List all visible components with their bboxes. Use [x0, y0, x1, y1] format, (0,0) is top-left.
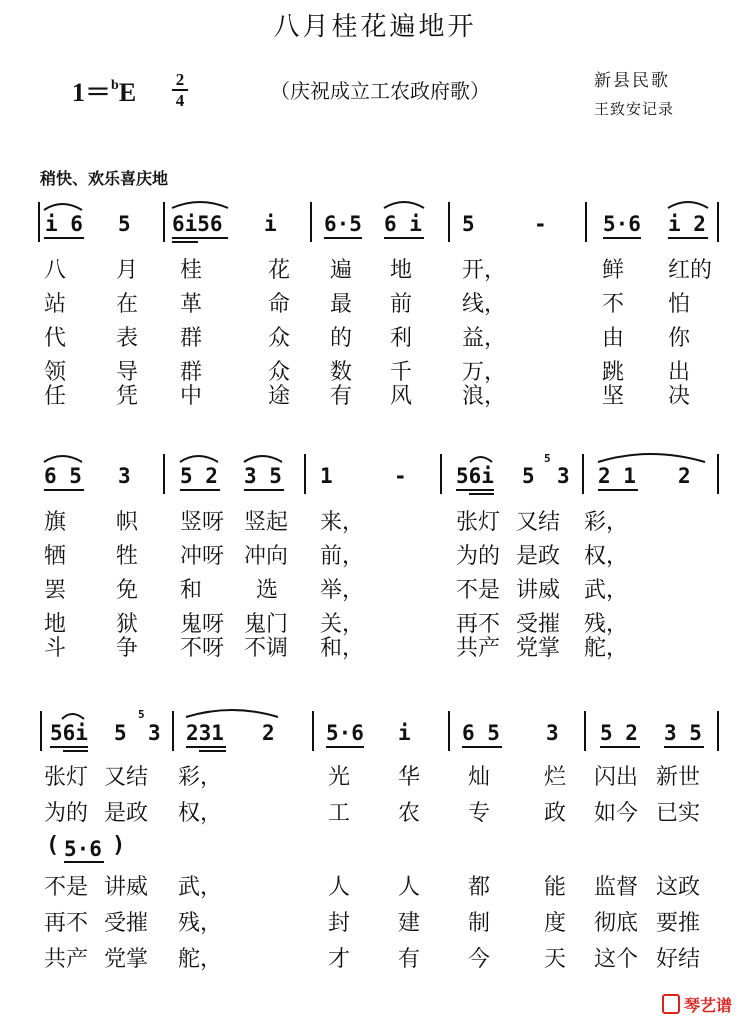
lyric-word: 再不 [456, 612, 501, 637]
lyric-word: 党掌 [516, 636, 561, 661]
lyric-word: 党掌 [104, 947, 149, 972]
lyric-word: 前 [390, 292, 413, 317]
lyric-word: 能 [544, 875, 567, 900]
note-group: 6 i [384, 212, 422, 236]
lyric-word: 和， [320, 636, 365, 661]
lyric-word: 彻底 [594, 911, 639, 936]
lyric-word: 群 [180, 360, 203, 385]
lyric-word: 是政 [516, 544, 561, 569]
lyric-word: 已实 [656, 801, 701, 826]
notation-row-1 [0, 196, 750, 256]
lyric-word: 天 [544, 947, 567, 972]
lyric-word: 彩， [584, 510, 629, 535]
lyric-word: 和 [180, 578, 203, 603]
lyric-word: 有 [330, 384, 353, 409]
lyric-word: 决 [668, 384, 691, 409]
lyric-word: 不是 [44, 875, 89, 900]
lyric-word: 的 [330, 326, 353, 351]
lyric-word: 残， [178, 911, 223, 936]
tempo-marking: 稍快、欢乐喜庆地 [40, 169, 169, 188]
lyric-word: 地 [390, 258, 413, 283]
lyric-word: 闪出 [594, 765, 639, 790]
lyric-word: 命 [268, 292, 291, 317]
note-group: 6·5 [324, 212, 362, 236]
notation-row-3: 56i 5 3 5 231 2 5·6 i 6 5 3 5 2 3 5 [0, 705, 750, 765]
lyric-word: 为的 [456, 544, 501, 569]
lyric-word: 受摧 [104, 911, 149, 936]
lyric-word: 帜 [116, 510, 139, 535]
lyric-word: 武， [178, 875, 223, 900]
lyric-word: 选 [256, 578, 279, 603]
lyric-word: 不呀 [180, 636, 225, 661]
lyric-word: 鲜 [602, 258, 625, 283]
notation-row-2: 6 5 3 5 2 3 5 1 - 56i 5 3 5 2 1 2 [0, 448, 750, 508]
lyric-word: 风 [390, 384, 413, 409]
slur-marks [0, 196, 750, 256]
lyric-word: 怕 [668, 292, 691, 317]
lyric-word: 政 [544, 801, 567, 826]
lyric-word: 新世 [656, 765, 701, 790]
note-group: 5·6 [326, 721, 364, 745]
note-group: i 2 [668, 212, 706, 236]
note-group: 5 [462, 212, 475, 236]
lyric-word: 旗 [44, 510, 67, 535]
lyric-word: 罢 [44, 578, 67, 603]
lyric-word: 不是 [456, 578, 501, 603]
lyric-word: 牲 [116, 544, 139, 569]
lyric-word: 建 [398, 911, 421, 936]
subtitle: （庆祝成立工农政府歌） [270, 79, 490, 103]
lyric-word: 在 [116, 292, 139, 317]
note-group: 3 [557, 464, 570, 488]
lyric-word: 途 [268, 384, 291, 409]
note-group: 6 5 [462, 721, 500, 745]
note-group: i [398, 721, 411, 745]
lyric-word: 争 [116, 636, 139, 661]
lyric-word: 残， [584, 612, 629, 637]
note-group: i 6 [45, 212, 83, 236]
lyric-word: 万， [462, 360, 507, 385]
lyric-word: 群 [180, 326, 203, 351]
lyric-word: 由 [602, 326, 625, 351]
lyric-word: 权， [178, 801, 223, 826]
lyric-word: 凭 [116, 384, 139, 409]
watermark-text: 琴艺谱 [684, 996, 733, 1015]
lyric-word: 舵， [584, 636, 629, 661]
lyric-word: 彩， [178, 765, 223, 790]
lyric-word: 跳 [602, 360, 625, 385]
lyric-word: 如今 [594, 801, 639, 826]
lyric-word: 众 [268, 326, 291, 351]
lyric-word: 中 [180, 384, 203, 409]
lyric-word: 制 [468, 911, 491, 936]
lyric-word: 工 [328, 801, 351, 826]
lyric-word: 度 [544, 911, 567, 936]
lyric-word: 权， [584, 544, 629, 569]
note-group: - [534, 212, 547, 236]
lyric-word: 这个 [594, 947, 639, 972]
lyric-word: 不调 [244, 636, 289, 661]
note-group: 3 5 [664, 721, 702, 745]
slur-marks [0, 705, 750, 765]
slur-marks [0, 448, 750, 508]
lyric-word: 众 [268, 360, 291, 385]
note-group: 3 [546, 721, 559, 745]
lyric-word: 表 [116, 326, 139, 351]
lyric-word: 要推 [656, 911, 701, 936]
note-group: 2 [262, 721, 275, 745]
lyric-word: 专 [468, 801, 491, 826]
lyric-word: 鬼门 [244, 612, 289, 637]
note-group: 5 [522, 464, 535, 488]
recorder-label: 王致安记录 [594, 100, 675, 118]
flat-sign: b [111, 78, 119, 93]
lyric-word: 有 [398, 947, 421, 972]
lyric-word: 讲威 [516, 578, 561, 603]
lyric-word: 又结 [516, 510, 561, 535]
note-group: 231 [186, 721, 224, 745]
lyric-word: 不 [602, 292, 625, 317]
lyric-word: 狱 [116, 612, 139, 637]
lyric-word: 武， [584, 578, 629, 603]
note-group: 6 5 [44, 464, 82, 488]
note-group: 2 [678, 464, 691, 488]
lyric-word: 月 [116, 258, 139, 283]
lyric-word: 益， [462, 326, 507, 351]
note-group: 56i [456, 464, 494, 488]
lyric-word: 八 [44, 258, 67, 283]
lyric-word: 冲呀 [180, 544, 225, 569]
note-group: i [264, 212, 277, 236]
lyric-word: 是政 [104, 801, 149, 826]
lyric-word: 竖起 [244, 510, 289, 535]
lyric-word: 这政 [656, 875, 701, 900]
lyric-verse-row [44, 947, 701, 1025]
lyric-word: 人 [398, 875, 421, 900]
lyric-word: 地 [44, 612, 67, 637]
lyric-word: 你 [668, 326, 691, 351]
lyric-word: 牺 [44, 544, 67, 569]
lyric-word: 桂 [180, 258, 203, 283]
lyric-word: 前， [320, 544, 365, 569]
lyric-word: 出 [668, 360, 691, 385]
lyric-word: 浪， [462, 384, 507, 409]
lyric-word: 为的 [44, 801, 89, 826]
lyric-word: 斗 [44, 636, 67, 661]
note-group: 56i [50, 721, 88, 745]
lyric-word: 竖呀 [180, 510, 225, 535]
key-signature [72, 72, 136, 109]
lyric-word: 数 [330, 360, 353, 385]
lyric-word: 光 [328, 765, 351, 790]
lyric-word: 共产 [44, 947, 89, 972]
lyric-word: 都 [468, 875, 491, 900]
time-signature [170, 70, 190, 110]
key-prefix: 1＝ [72, 78, 112, 107]
note-group: 6i56 [172, 212, 223, 236]
lyric-word: 线， [462, 292, 507, 317]
song-title: 八月桂花遍地开 [273, 12, 477, 42]
logo-icon [662, 994, 680, 1014]
lyric-word: 张灯 [44, 765, 89, 790]
lyric-word: 再不 [44, 911, 89, 936]
note-group: 5·6 [603, 212, 641, 236]
note-group: 3 5 [244, 464, 282, 488]
lyric-word: 开， [462, 258, 507, 283]
note-group: 3 [148, 721, 161, 745]
lyric-word: 张灯 [456, 510, 501, 535]
lyric-word: 烂 [544, 765, 567, 790]
lyric-word: 举， [320, 578, 365, 603]
lyric-word: 华 [398, 765, 421, 790]
lyric-word: 站 [44, 292, 67, 317]
note-group: 3 [118, 464, 131, 488]
key-tonic: E [118, 78, 137, 107]
lyric-verse-row [44, 636, 629, 714]
lyric-word: 导 [116, 360, 139, 385]
lyric-word: 最 [330, 292, 353, 317]
lyric-word: 千 [390, 360, 413, 385]
lyric-word: 共产 [456, 636, 501, 661]
time-numerator: 2 [175, 70, 185, 89]
lyric-word: 讲威 [104, 875, 149, 900]
lyric-word: 花 [268, 258, 291, 283]
source-label: 新县民歌 [594, 71, 670, 91]
lyric-word: 又结 [104, 765, 149, 790]
lyric-word: 冲向 [244, 544, 289, 569]
note-group: 5 [114, 721, 127, 745]
lyric-word: 农 [398, 801, 421, 826]
lyric-word: 关， [320, 612, 365, 637]
lyric-word: 今 [468, 947, 491, 972]
lyric-word: 革 [180, 292, 203, 317]
lyric-word: 利 [390, 326, 413, 351]
watermark-logo [662, 993, 732, 1016]
lyric-word: 受摧 [516, 612, 561, 637]
lyric-word: 鬼呀 [180, 612, 225, 637]
lyric-word: 监督 [594, 875, 639, 900]
lyric-word: 免 [116, 578, 139, 603]
lyric-word: 灿 [468, 765, 491, 790]
lyric-word: 遍 [330, 258, 353, 283]
lyric-word: 舵， [178, 947, 223, 972]
lyric-word: 红的 [668, 258, 713, 283]
note-group: - [394, 464, 407, 488]
lyric-word: 好结 [656, 947, 701, 972]
note-group: 5 2 [180, 464, 218, 488]
lyric-word: 才 [328, 947, 351, 972]
lyric-word: 坚 [602, 384, 625, 409]
lyric-word: 人 [328, 875, 351, 900]
lyric-word: 来， [320, 510, 365, 535]
note-group: 5·6 [64, 837, 102, 861]
lyric-word: 领 [44, 360, 67, 385]
time-denominator: 4 [175, 91, 185, 110]
note-group: 5 [118, 212, 131, 236]
note-group: 5 2 [600, 721, 638, 745]
note-group: 2 1 [598, 464, 636, 488]
note-group: 1 [320, 464, 333, 488]
lyric-word: 代 [44, 326, 67, 351]
lyric-word: 封 [328, 911, 351, 936]
lyric-word: 任 [44, 384, 67, 409]
